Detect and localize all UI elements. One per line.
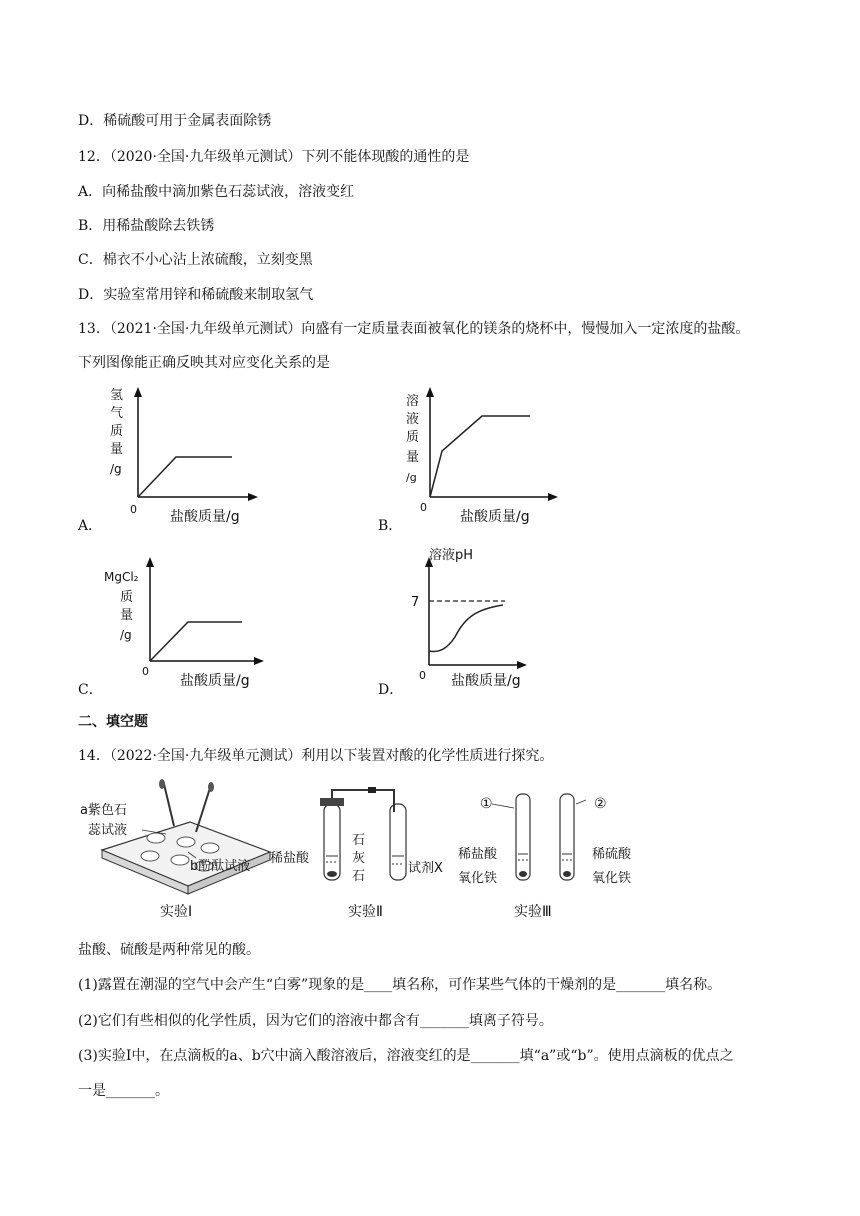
ylabel-char: 质 [120, 590, 134, 605]
exp2-stone-char: 灰 [352, 851, 366, 866]
exp3-num-1: ① [480, 796, 493, 812]
exp2-stone-char: 石 [352, 869, 366, 884]
graph-d [395, 545, 555, 695]
q14-sub3-line1: (3)实验I中，在点滴板的a、b穴中滴入酸溶液后，溶液变红的是_______填“a”或“b”。使用点滴板的优点之 [78, 1048, 734, 1064]
q12-option-d: D．实验室常用锌和稀硫酸来制取氢气 [78, 287, 314, 303]
ylabel-char: 量 [120, 608, 134, 623]
q12-option-a: A．向稀盐酸中滴加紫色石蕊试液，溶液变红 [78, 184, 355, 200]
ylabel-char: 量 [110, 442, 124, 457]
exp3-oxide2: 氧化铁 [592, 871, 632, 886]
q14-sub2: (2)它们有些相似的化学性质，因为它们的溶液中都含有_______填离子符号。 [78, 1013, 553, 1029]
q12-option-c: C．棉衣不小心沾上浓硫酸，立刻变黑 [78, 252, 313, 268]
q11-option-d: D．稀硫酸可用于金属表面除锈 [78, 113, 272, 129]
ylabel-text: MgCl₂ [104, 570, 139, 584]
xlabel: 盐酸质量/g [180, 673, 250, 689]
exp3-caption: 实验Ⅲ [514, 904, 552, 920]
q12-option-b: B．用稀盐酸除去铁锈 [78, 218, 215, 234]
ylabel-char: 质 [110, 424, 124, 439]
ylabel-char: /g [120, 628, 132, 642]
exp2-acid-label: 稀盐酸 [270, 851, 310, 866]
xlabel: 盐酸质量/g [170, 509, 240, 525]
ylabel-text: 溶液pH [429, 548, 474, 563]
exp1-label-a: a紫色石 [80, 803, 127, 818]
option-c-label: C． [78, 682, 103, 698]
ylabel-char: /g [110, 462, 122, 476]
ylabel-char: 气 [110, 406, 124, 421]
q13-stem-line2: 下列图像能正确反映其对应变化关系的是 [78, 355, 330, 371]
graph-b [400, 385, 560, 525]
exp1-caption: 实验Ⅰ [160, 904, 193, 920]
q13-stem-line1: 13．（2021·全国·九年级单元测试）向盛有一定质量表面被氧化的镁条的烧杯中，慢慢加入一定浓度的盐酸。 [78, 321, 750, 337]
q14-intro: 盐酸、硫酸是两种常见的酸。 [78, 942, 260, 958]
xlabel: 盐酸质量/g [451, 673, 521, 689]
graph-a [100, 385, 260, 525]
origin-label: 0 [420, 501, 427, 514]
ylabel-char: 溶 [406, 394, 420, 409]
exp2-stone-char: 石 [352, 833, 366, 848]
spot-plate [102, 779, 270, 894]
ylabel-char: /g [406, 471, 417, 484]
graph-c [104, 555, 264, 695]
option-a-label: A． [78, 518, 103, 534]
origin-label: 0 [142, 665, 149, 678]
q14-sub3-line2: 一是_______。 [78, 1083, 169, 1099]
exp1-label-a2: 蕊试液 [88, 823, 128, 838]
exp3-num-2: ② [594, 796, 607, 812]
exp3-acid2: 稀硫酸 [592, 847, 632, 862]
q14-sub1: (1)露置在潮湿的空气中会产生“白雾”现象的是____填名称，可作某些气体的干燥剂的是_______填名称。 [78, 977, 722, 993]
tube-set [492, 794, 586, 880]
ylabel-char: 质 [406, 430, 420, 445]
section-heading: 二、填空题 [78, 714, 148, 730]
ref-label-7: 7 [411, 595, 420, 610]
exp3-acid1: 稀盐酸 [458, 847, 498, 862]
exp2-caption: 实验Ⅱ [348, 904, 383, 920]
ylabel-char: 氢 [110, 388, 124, 403]
experiment-figures [78, 778, 668, 926]
origin-label: 0 [130, 503, 137, 516]
origin-label: 0 [419, 669, 426, 682]
exp2-reagent-label: 试剂X [408, 861, 443, 876]
option-d-label: D． [378, 682, 404, 698]
q14-stem: 14．（2022·全国·九年级单元测试）利用以下装置对酸的化学性质进行探究。 [78, 748, 554, 764]
q12-stem: 12．（2020·全国·九年级单元测试）下列不能体现酸的通性的是 [78, 149, 470, 165]
xlabel: 盐酸质量/g [460, 509, 530, 525]
exp3-oxide1: 氧化铁 [458, 871, 498, 886]
option-b-label: B． [378, 518, 403, 534]
ylabel-char: 液 [406, 412, 420, 427]
ylabel-char: 量 [406, 450, 420, 465]
exp1-label-b: b酚酞试液 [190, 859, 251, 874]
